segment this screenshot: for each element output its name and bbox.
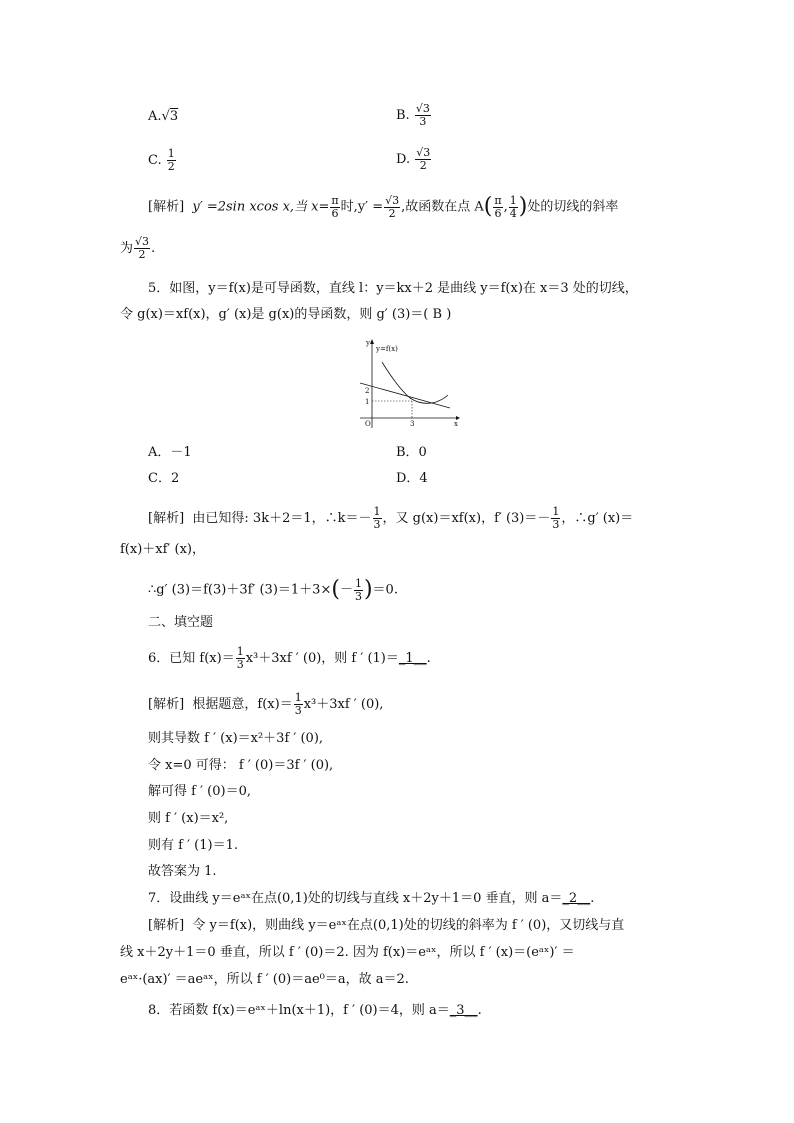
solution-tag: [解析] <box>148 199 185 215</box>
q7-solution-line3: eᵃˣ·(ax)′ ＝aeᵃˣ，所以 f ′ (0)＝ae⁰＝a，故 a＝2. <box>120 972 409 987</box>
x-axis-label: x <box>454 420 458 428</box>
fraction <box>134 236 150 261</box>
q6-solution-line4: 解可得 f ′ (0)＝0, <box>148 784 251 799</box>
right-paren: ) <box>518 194 528 219</box>
q6-stem <box>148 644 431 674</box>
fraction-numerator: 1 <box>354 576 362 590</box>
answer-blank: _2__ <box>562 891 591 906</box>
q5-stem-line2: 令 g(x)＝xf(x)，g′ (x)是 g(x)的导函数，则 g′ (3)＝( B ) <box>120 307 452 322</box>
q5-function-graph <box>352 338 462 430</box>
q5-stem-line1: 5．如图，y＝f(x)是可导函数，直线 l：y＝kx＋2 是曲线 y＝f(x)在 x＝3 处的切线， <box>148 281 638 296</box>
q4-option-a <box>148 108 178 126</box>
fraction-denominator: 3 <box>294 704 302 717</box>
fraction <box>167 148 176 173</box>
fraction-denominator: 6 <box>494 206 502 220</box>
q7-solution-line1 <box>148 917 624 935</box>
option-label: A. <box>148 109 162 124</box>
fraction <box>294 692 303 717</box>
q8-stem <box>148 1002 482 1020</box>
q4-option-c <box>148 146 177 176</box>
q6-solution-line2: 则其导数 f ′ (x)＝x²＋3f ′ (0), <box>148 731 324 746</box>
stem-text: 7．设曲线 y＝eᵃˣ在点(0,1)处的切线与直线 x＋2y＋1＝0 垂直，则 a＝ <box>148 891 563 906</box>
tick-label-y2: 2 <box>365 387 370 395</box>
fraction-numerator: π <box>494 193 502 207</box>
q4-option-d <box>396 142 432 178</box>
fraction-numerator: 1 <box>236 645 244 658</box>
fraction <box>354 578 363 603</box>
fraction-numerator: √3 <box>135 235 150 248</box>
fraction-denominator: 6 <box>331 206 339 220</box>
q6-solution-line7: 故答案为 1. <box>148 864 217 879</box>
option-value: 3 <box>169 109 179 124</box>
fraction-denominator: 3 <box>552 518 560 531</box>
fraction-numerator: 1 <box>294 691 302 704</box>
solution-text: ,故函数在点 A <box>401 199 484 215</box>
q5-option-c: C．2 <box>148 471 180 486</box>
comma: , <box>503 199 508 215</box>
solution-text: 为 <box>120 241 134 256</box>
right-paren: ) <box>363 577 373 602</box>
solution-text: 根据题意，f(x)＝ <box>192 697 293 712</box>
solution-text: ＝0. <box>372 582 398 598</box>
stem-text: . <box>590 891 595 906</box>
stem-text: 6．已知 f(x)＝ <box>148 651 235 666</box>
fraction <box>330 195 339 220</box>
stem-text: 8．若函数 f(x)＝eᵃˣ＋ln(x＋1)，f ′ (0)＝4，则 a＝ <box>148 1003 450 1018</box>
answer-blank: _1__ <box>398 651 427 666</box>
stem-text: x³＋3xf ′ (0)，则 f ′ (1)＝ <box>245 651 399 666</box>
q6-solution-line6: 则有 f ′ (1)＝1. <box>148 838 238 853</box>
fraction <box>236 646 245 671</box>
fraction-denominator: 3 <box>419 115 427 128</box>
fraction <box>415 103 431 128</box>
q5-solution-line1 <box>148 504 633 534</box>
option-label: B. <box>396 108 410 123</box>
option-label: D. <box>396 152 411 167</box>
stem-text: . <box>477 1003 482 1018</box>
q5-option-d: D．4 <box>396 471 428 486</box>
tick-label-x3: 3 <box>410 420 415 428</box>
q4-option-b <box>396 98 432 134</box>
fraction-denominator: 2 <box>167 160 175 173</box>
q4-solution-line1 <box>148 190 618 225</box>
q5-option-a: A．－1 <box>148 445 192 460</box>
q6-solution-line3: 令 x=0 可得： f ′ (0)＝3f ′ (0), <box>148 758 334 773</box>
q4-solution-line2 <box>120 232 155 266</box>
solution-text: 时,y′ = <box>340 199 384 215</box>
stem-text: . <box>426 651 431 666</box>
solution-text: . <box>151 241 156 256</box>
q7-stem <box>148 890 594 908</box>
tangent-line-l <box>360 383 450 408</box>
q6-solution-line5: 则 f ′ (x)＝x², <box>148 811 229 826</box>
curve-label: y=f(x) <box>376 345 398 353</box>
y-axis-arrow <box>370 339 374 344</box>
axes <box>360 339 460 428</box>
q7-solution-line2: 线 x＋2y＋1＝0 垂直，所以 f ′ (0)＝2. 因为 f(x)＝eᵃˣ，所以 f ′ (x)＝(eᵃˣ)′ ＝ <box>120 945 575 960</box>
left-paren: ( <box>483 194 493 219</box>
solution-text: 由已知得: 3k＋2＝1，∴k＝－ <box>192 511 372 526</box>
y-axis-label: y <box>366 339 370 347</box>
option-label: C. <box>148 153 162 168</box>
fraction-denominator: 2 <box>388 206 396 220</box>
solution-text: ，∴g′ (x)＝ <box>561 511 634 526</box>
q5-option-b: B．0 <box>396 445 427 460</box>
fraction <box>551 506 560 531</box>
solution-tag: [解析] <box>148 511 185 526</box>
solution-tag: [解析] <box>148 697 185 712</box>
solution-text: x³＋3xf ′ (0), <box>303 697 384 712</box>
solution-text: 令 y＝f(x)，则曲线 y＝eᵃˣ在点(0,1)处的切线的斜率为 f ′ (0)，又切线与直 <box>192 918 625 933</box>
fraction <box>415 147 431 172</box>
solution-text: ∴g′ (3)＝f(3)＋3f′ (3)＝1＋3× <box>148 582 332 598</box>
fraction <box>493 195 502 220</box>
fraction-denominator: 3 <box>373 518 381 531</box>
q5-solution-line3 <box>148 574 398 607</box>
fraction-denominator: 4 <box>509 206 517 220</box>
fraction-numerator: 1 <box>552 505 560 518</box>
q5-solution-line2: f(x)＋xf′ (x)， <box>120 542 205 557</box>
minus-sign: － <box>339 582 353 598</box>
tick-label-y1: 1 <box>365 398 370 406</box>
fraction-denominator: 2 <box>419 159 427 172</box>
curve-f <box>382 362 448 403</box>
fraction <box>509 195 518 220</box>
fraction-denominator: 3 <box>236 658 244 671</box>
fraction-denominator: 2 <box>138 248 146 261</box>
fraction-numerator: π <box>331 193 339 207</box>
section-heading: 二、填空题 <box>148 615 214 630</box>
q6-solution-line1 <box>148 690 383 720</box>
fraction <box>384 195 400 220</box>
fraction-numerator: √3 <box>385 193 400 207</box>
sqrt-symbol: √ <box>161 109 170 124</box>
solution-text: ，又 g(x)＝xf(x)，f′ (3)＝－ <box>382 511 551 526</box>
fraction-numerator: √3 <box>415 102 430 115</box>
fraction-numerator: 1 <box>509 193 517 207</box>
origin-label: O <box>365 420 371 428</box>
answer-blank: _3__ <box>449 1003 478 1018</box>
fraction <box>373 506 382 531</box>
solution-tag: [解析] <box>148 918 185 933</box>
solution-text: y′ =2sin xcos x,当 x= <box>192 199 330 215</box>
solution-text: 处的切线的斜率 <box>527 199 619 215</box>
fraction-numerator: 1 <box>167 147 175 160</box>
left-paren: ( <box>331 577 340 602</box>
fraction-numerator: √3 <box>416 146 431 159</box>
fraction-denominator: 3 <box>354 589 362 603</box>
fraction-numerator: 1 <box>373 505 381 518</box>
